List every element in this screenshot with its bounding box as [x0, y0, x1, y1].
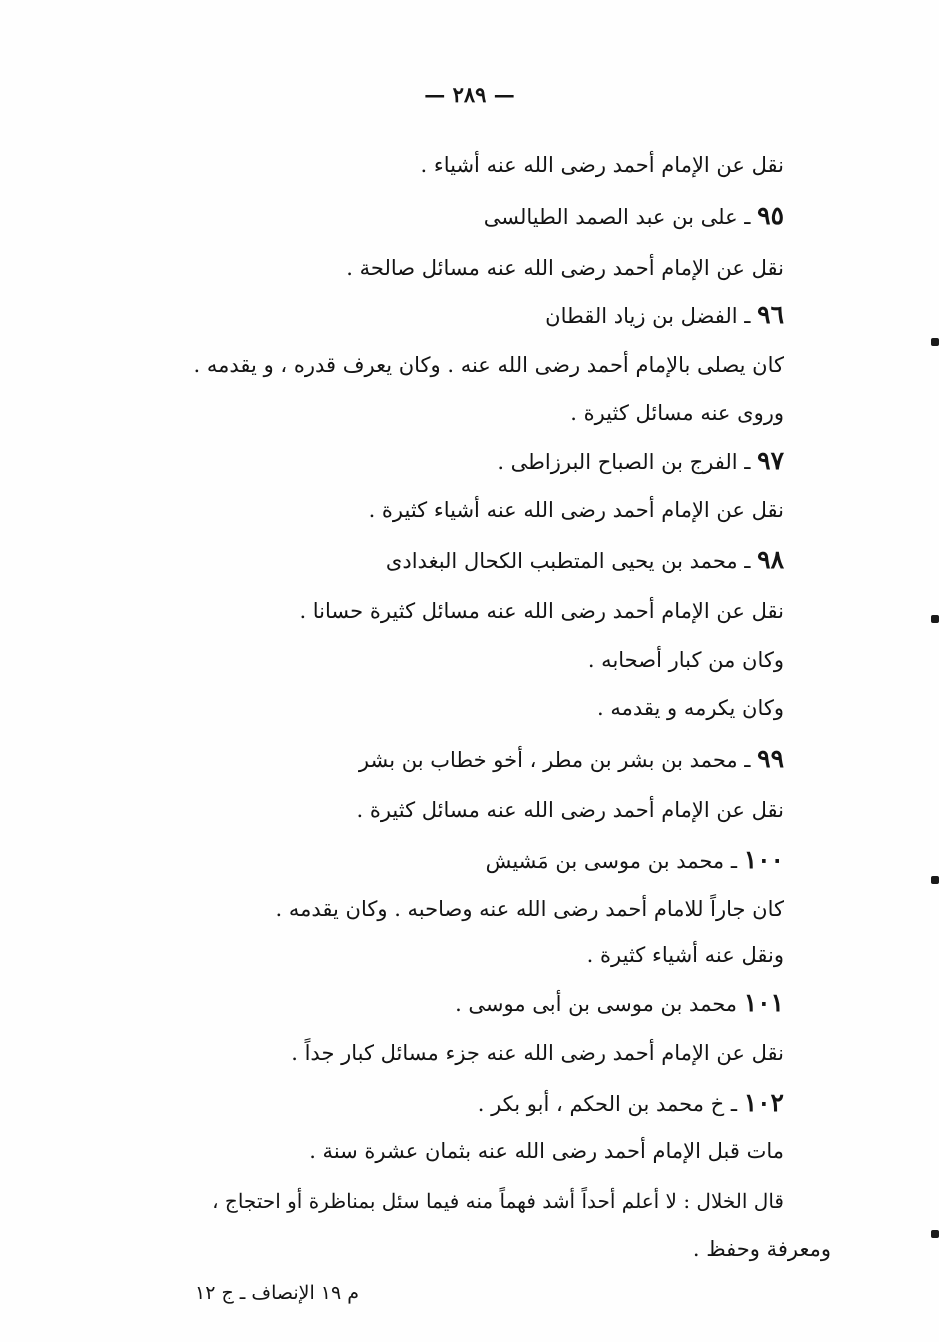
text-line: نقل عن الإمام أحمد رضى الله عنه مسائل كثيرة حسانا .	[299, 599, 784, 623]
page-number: — ٢٨٩ —	[424, 82, 515, 107]
entry-number: ١٠٢	[743, 1088, 784, 1117]
entry-heading: ١٠٢ ـ خ محمد بن الحكم ، أبو بكر .	[477, 1088, 784, 1117]
entry-heading: ٩٧ ـ الفرج بن الصباح البرزاطى .	[497, 446, 784, 475]
scan-mark	[931, 876, 939, 884]
entry-number: ١٠١	[743, 988, 784, 1017]
text-line: ونقل عنه أشياء كثيرة .	[586, 943, 784, 967]
entry-number: ٩٦	[757, 300, 784, 329]
text-line: ومعرفة وحفظ .	[692, 1237, 831, 1261]
text-line: مات قبل الإمام أحمد رضى الله عنه بثمان عشرة سنة .	[309, 1139, 784, 1163]
text-line: قال الخلال : لا أعلم أحداً أشد فهماً منه فيما سئل بمناظرة أو احتجاج ،	[212, 1189, 784, 1213]
text-line: وكان يكرمه و يقدمه .	[596, 696, 784, 720]
entry-heading: ٩٦ ـ الفضل بن زياد القطان	[545, 300, 784, 329]
text-line: نقل عن الإمام أحمد رضى الله عنه أشياء كثيرة .	[368, 498, 784, 522]
scan-mark	[931, 338, 939, 346]
scan-mark	[931, 615, 939, 623]
entry-heading: ٩٨ ـ محمد بن يحيى المتطبب الكحال البغدادى	[385, 545, 784, 574]
text-line: نقل عن الإمام أحمد رضى الله عنه جزء مسائل كبار جداً .	[291, 1041, 784, 1065]
entry-number: ٩٧	[757, 446, 784, 475]
text-line: نقل عن الإمام أحمد رضى الله عنه أشياء .	[420, 153, 784, 177]
text-line: نقل عن الإمام أحمد رضى الله عنه مسائل كثيرة .	[356, 798, 784, 822]
entry-number: ٩٩	[757, 744, 784, 773]
entry-number: ٩٨	[757, 545, 784, 574]
entry-heading: ١٠٠ ـ محمد بن موسى بن مَشيش	[485, 845, 784, 874]
page-footer: م ١٩ الإنصاف ـ ج ١٢	[195, 1282, 360, 1304]
text-line: وروى عنه مسائل كثيرة .	[570, 401, 784, 425]
entry-heading: ١٠١ محمد بن موسى بن أبى موسى .	[455, 988, 784, 1017]
entry-number: ٩٥	[757, 201, 784, 230]
text-line: وكان من كبار أصحابه .	[587, 648, 784, 672]
scan-mark	[931, 1230, 939, 1238]
text-line: كان يصلى بالإمام أحمد رضى الله عنه . وكان يعرف قدره ، و يقدمه .	[193, 353, 784, 377]
text-line: كان جاراً للامام أحمد رضى الله عنه وصاحبه . وكان يقدمه .	[275, 897, 784, 921]
entry-heading: ٩٩ ـ محمد بن بشر بن مطر ، أخو خطاب بن بشر	[358, 744, 784, 773]
entry-number: ١٠٠	[743, 845, 784, 874]
entry-heading: ٩٥ ـ على بن عبد الصمد الطيالسى	[483, 201, 784, 230]
text-line: نقل عن الإمام أحمد رضى الله عنه مسائل صالحة .	[346, 256, 784, 280]
